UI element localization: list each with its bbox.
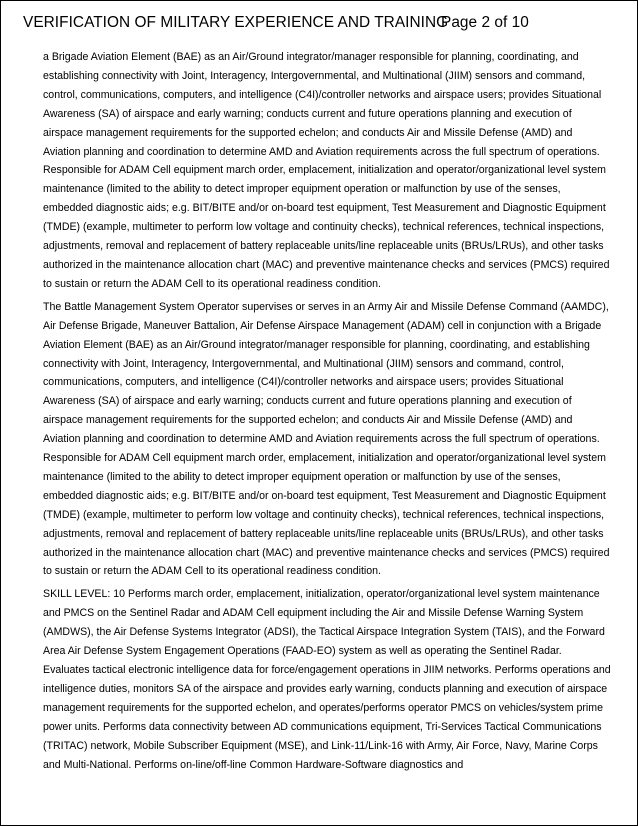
document-title: VERIFICATION OF MILITARY EXPERIENCE AND TRAINING bbox=[23, 14, 449, 31]
page-number: Page 2 of 10 bbox=[441, 14, 529, 31]
paragraph-2: The Battle Management System Operator supervises or serves in an Army Air and Missile Defense Command (AAMDC), Air Defense Brigade, Maneuver Battalion, Air Defense Airspace Management (ADAM) cell in conjunction with a Brigade Aviation Element (BAE) as an Air/Ground integrator/manager responsible for planning, coordinating, and establishing connectivity with Joint, Interagency, Intergovernmental, and Multinational (JIIM) sensors and command, control, communications, computers, and intelligence (C4I)/controller networks and airspace users; provides Situational Awareness (SA) of airspace and early warning; conducts current and future operations planning and execution of airspace management requirements for the supported echelon; and conducts Air and Missile Defense (AMD) and Aviation planning and coordination to determine AMD and Aviation requirements across the full spectrum of operations. Responsible for ADAM Cell equipment march order, emplacement, initialization and operator/organizational level system maintenance (limited to the ability to detect improper equipment operation or malfunction by use of the senses, embedded diagnostic aids; e.g. BIT/BITE and/or on-board test equipment, Test Measurement and Diagnostic Equipment (TMDE) (example, multimeter to perform low voltage and continuity checks), technical references, technical inspections, adjustments, removal and replacement of battery replaceable units/line replaceable units (BRUs/LRUs), and other tasks authorized in the maintenance allocation chart (MAC) and preventive maintenance checks and services (PMCS) required to sustain or return the ADAM Cell to its operational readiness condition. bbox=[43, 300, 610, 578]
document-body bbox=[43, 48, 611, 778]
paragraph-1: a Brigade Aviation Element (BAE) as an Air/Ground integrator/manager responsible for planning, coordinating, and establishing connectivity with Joint, Interagency, Intergovernmental, and Multinational (JIIM) sensors and command, control, communications, computers, and intelligence (C4I)/controller networks and airspace users; provides Situational Awareness (SA) of airspace and early warning; conducts current and future operations planning and execution of airspace management requirements for the supported echelon; and conducts Air and Missile Defense (AMD) and Aviation planning and coordination to determine AMD and Aviation requirements across the full spectrum of operations. Responsible for ADAM Cell equipment march order, emplacement, initialization and operator/organizational level system maintenance (limited to the ability to detect improper equipment operation or malfunction by use of the senses, embedded diagnostic aids; e.g. BIT/BITE and/or on-board test equipment, Test Measurement and Diagnostic Equipment (TMDE) (example, multimeter to perform low voltage and continuity checks), technical references, technical inspections, adjustments, removal and replacement of battery replaceable units/line replaceable units (BRUs/LRUs), and other tasks authorized in the maintenance allocation chart (MAC) and preventive maintenance checks and services (PMCS) required to sustain or return the ADAM Cell to its operational readiness condition. bbox=[43, 51, 610, 290]
page-header bbox=[23, 14, 617, 36]
paragraph-3: SKILL LEVEL: 10 Performs march order, emplacement, initialization, operator/organizational level system maintenance and PMCS on the Sentinel Radar and ADAM Cell equipment including the Air and Missile Defense Warning System (AMDWS), the Air Defense Systems Integrator (ADSI), the Tactical Airspace Integration System (TAIS), and the Forward Area Air Defense System Engagement Operations (FAAD-EO) system as well as operating the Sentinel Radar. Evaluates tactical electronic intelligence data for force/engagement operations in JIIM networks. Performs operations and intelligence duties, monitors SA of the airspace and provides early warning, conducts planning and execution of airspace management requirements for the supported echelon, and operates/performs operator PMCS on vehicles/system prime power units. Performs data connectivity between AD communications equipment, Tri-Services Tactical Communications (TRITAC) network, Mobile Subscriber Equipment (MSE), and Link-11/Link-16 with Army, Air Force, Navy, Marine Corps and Multi-National. Performs on-line/off-line Common Hardware-Software diagnostics and bbox=[43, 588, 611, 771]
